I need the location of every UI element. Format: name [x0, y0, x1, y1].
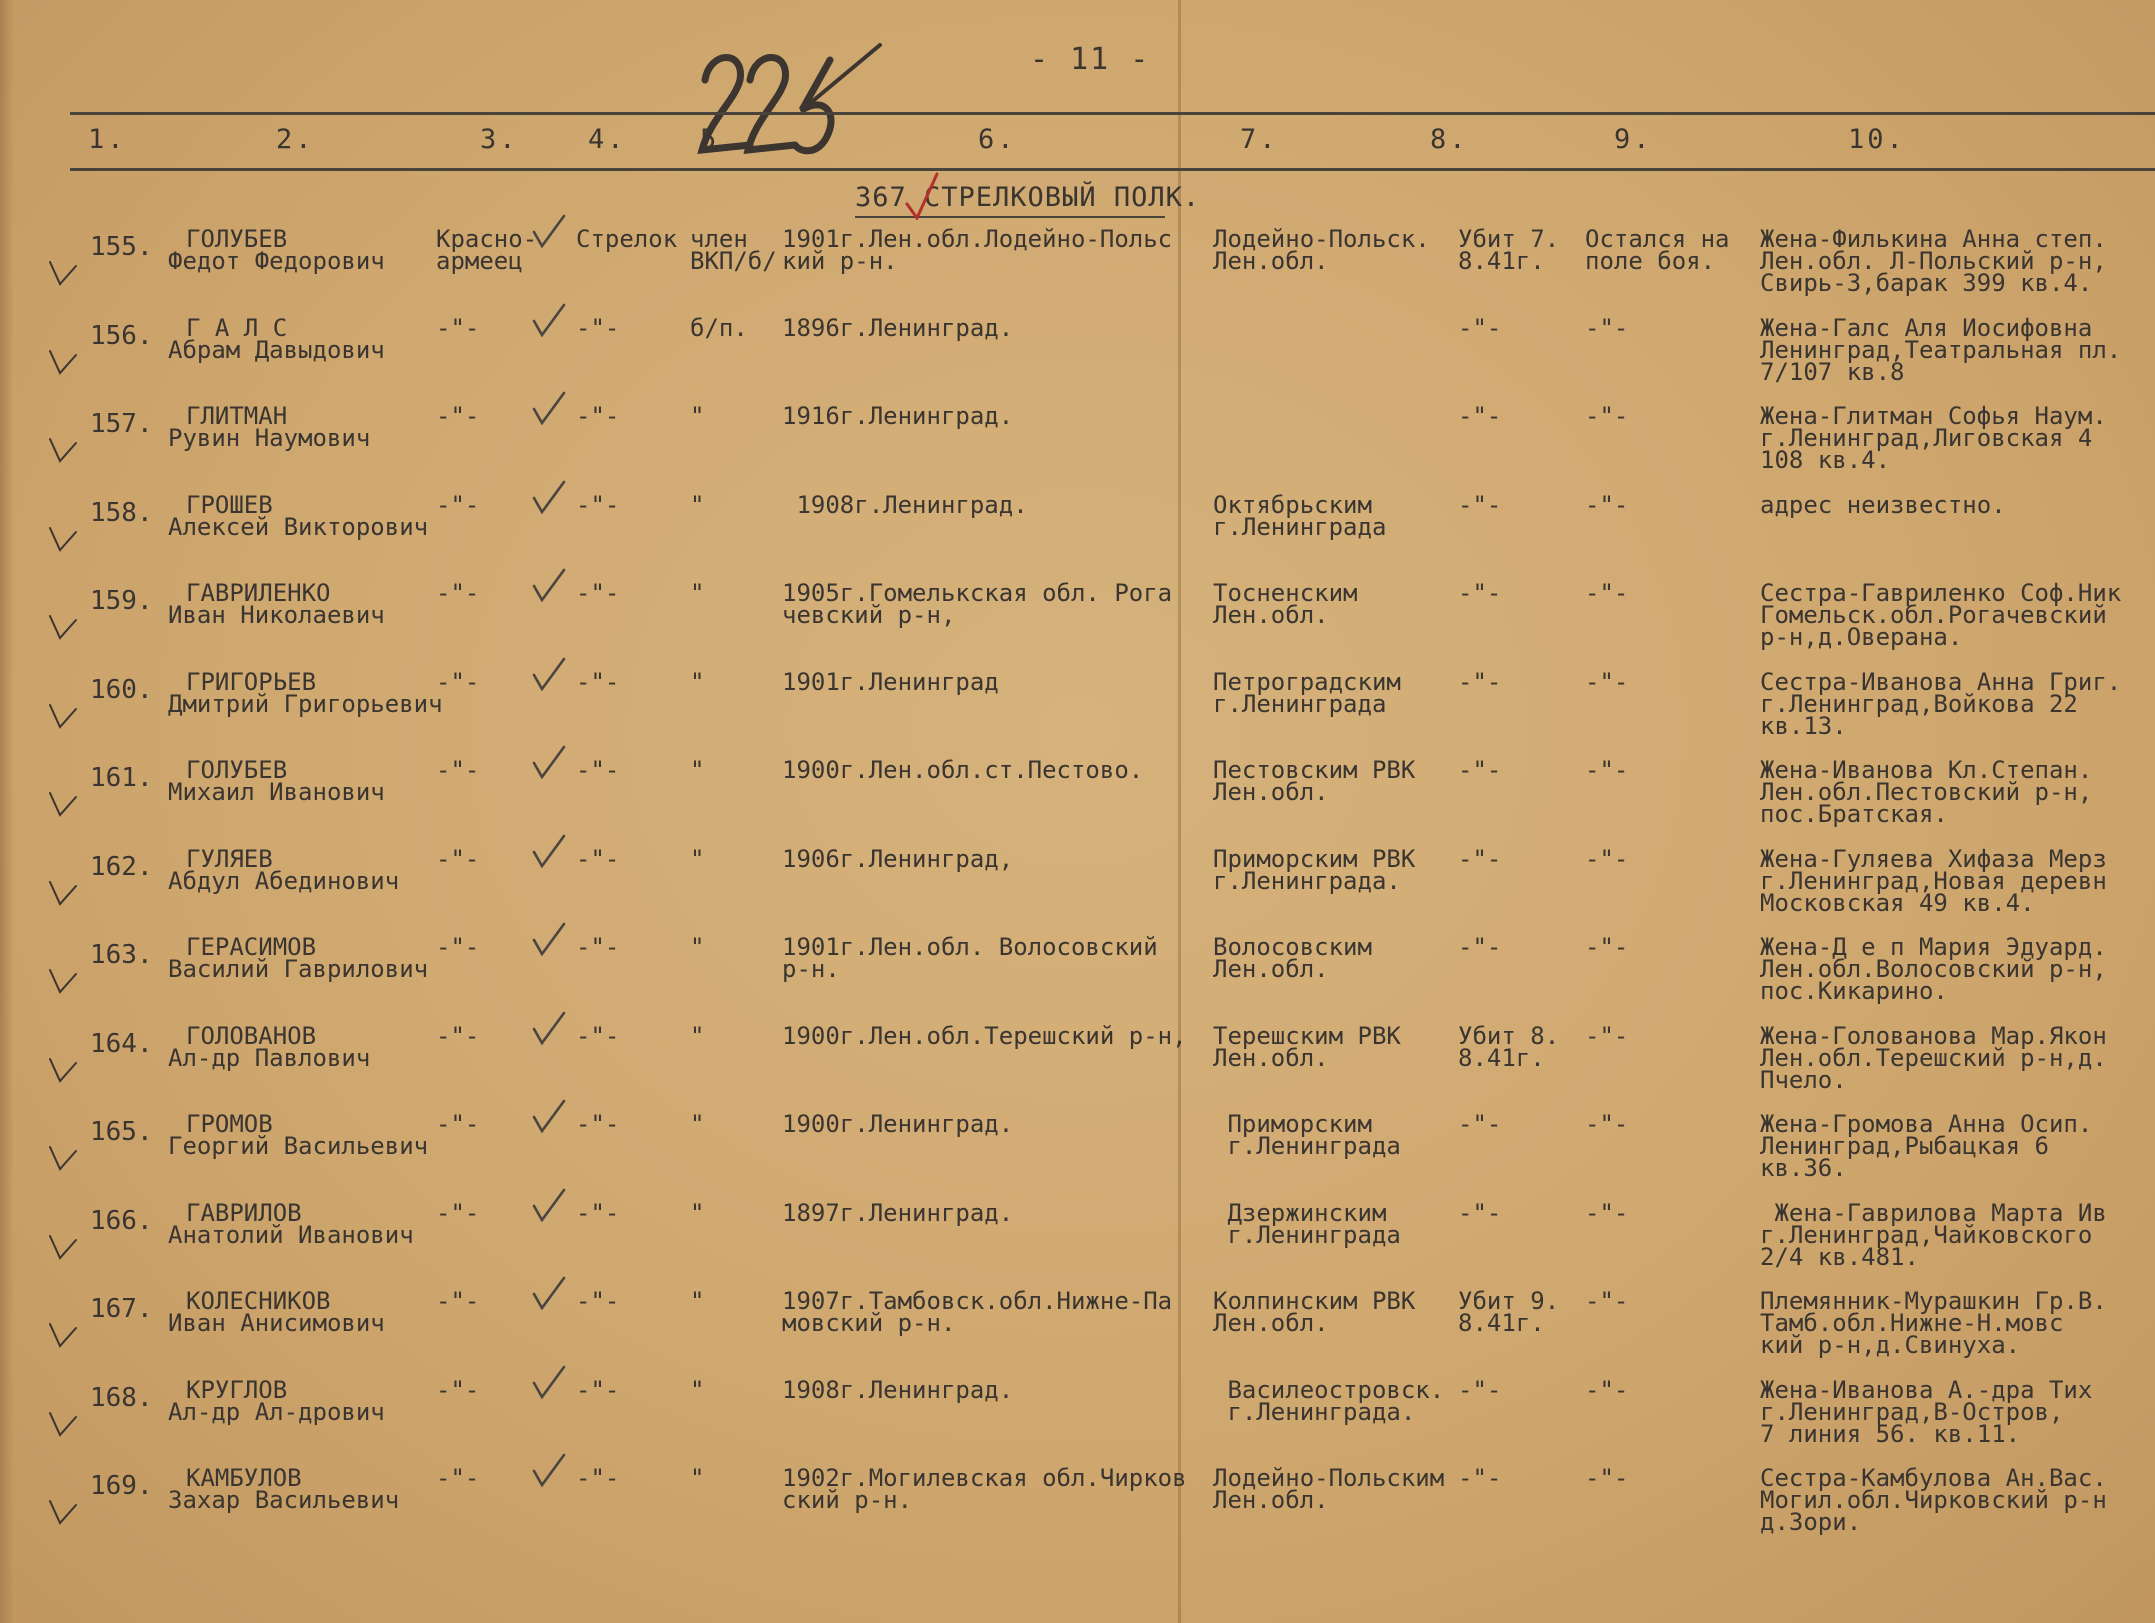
column-header-9: 9. — [1614, 124, 1653, 155]
handwritten-sheet-number — [690, 40, 890, 180]
burial-place: -"- — [1585, 1198, 1629, 1227]
column-header-8: 8. — [1430, 124, 1469, 155]
burial-place: -"- — [1585, 1464, 1629, 1492]
drafted-by: Приморским г.Ленинграда — [1227, 1110, 1401, 1160]
burial-place: -"- — [1585, 402, 1629, 430]
margin-check-mark — [46, 1409, 80, 1439]
party-membership: " — [690, 402, 705, 430]
given-name: Абрам Давыдович — [168, 335, 385, 364]
drafted-by: Волосовским Лен.обл. — [1213, 933, 1372, 983]
military-rank: -"- — [436, 756, 480, 784]
given-name: Федот Федорович — [168, 247, 385, 275]
position: -"- — [576, 933, 620, 961]
position: -"- — [576, 756, 620, 784]
military-rank: -"- — [436, 844, 480, 873]
position: -"- — [576, 1464, 620, 1492]
position: Стрелок — [576, 225, 678, 253]
military-rank: -"- — [436, 667, 480, 696]
military-rank: -"- — [436, 402, 480, 430]
position: -"- — [576, 1375, 620, 1404]
relatives-address: Жена-Иванова Кл.Степан. Лен.обл.Пестовский р-н, пос.Братская. — [1760, 756, 2093, 828]
margin-check-mark — [46, 435, 80, 465]
record-number: 169. — [90, 1471, 153, 1501]
burial-place: -"- — [1585, 1021, 1629, 1050]
position: -"- — [576, 490, 620, 519]
surname: ГУЛЯЕВ — [186, 844, 273, 873]
burial-place: -"- — [1585, 667, 1629, 696]
check-mark — [530, 1188, 566, 1224]
drafted-by: Пестовским РВК Лен.обл. — [1213, 756, 1416, 806]
margin-check-mark — [46, 1143, 80, 1173]
relatives-address: Племянник-Мурашкин Гр.В. Тамб.обл.Нижне-Н.мовс кий р-н,д.Свинуха. — [1760, 1287, 2107, 1359]
party-membership: " — [690, 1198, 705, 1227]
birth-year-and-place: 1905г.Гомелькская обл. Рога чевский р-н, — [782, 579, 1173, 629]
person-name — [168, 933, 429, 983]
position: -"- — [576, 1021, 620, 1050]
person-name — [168, 1464, 400, 1514]
record-number: 163. — [90, 940, 153, 970]
fate: Убит 9. 8.41г. — [1458, 1287, 1560, 1337]
margin-check-mark — [46, 524, 80, 554]
check-mark — [530, 1099, 566, 1135]
birth-year-and-place: 1901г.Лен.обл.Лодейно-Польс кий р-н. — [782, 225, 1173, 275]
margin-check-mark — [46, 789, 80, 819]
given-name: Иван Анисимович — [168, 1309, 385, 1337]
given-name: Абдул Абединович — [168, 866, 400, 895]
surname: ГЛИТМАН — [186, 402, 288, 430]
person-name — [168, 844, 400, 895]
party-membership: " — [690, 1021, 705, 1050]
relatives-address: Сестра-Иванова Анна Григ. г.Ленинград,Войкова 22 кв.13. — [1760, 667, 2122, 740]
drafted-by: Приморским РВК г.Ленинграда. — [1213, 844, 1416, 895]
birth-year-and-place: 1901г.Ленинград — [782, 667, 999, 696]
military-rank: Красно- армеец — [436, 225, 538, 275]
party-membership: член ВКП/б/ — [690, 225, 777, 275]
fate: Убит 8. 8.41г. — [1458, 1021, 1560, 1072]
check-mark — [530, 1276, 566, 1312]
burial-place: -"- — [1585, 933, 1629, 961]
margin-check-mark — [46, 1320, 80, 1350]
fate: Убит 7. 8.41г. — [1458, 225, 1560, 275]
relatives-address: Жена-Голованова Мар.Якон Лен.обл.Терешский р-н,д. Пчело. — [1760, 1021, 2107, 1094]
margin-check-mark — [46, 612, 80, 642]
burial-place: -"- — [1585, 844, 1629, 873]
fate: -"- — [1458, 933, 1502, 961]
position: -"- — [576, 1198, 620, 1227]
given-name: Василий Гаврилович — [168, 955, 429, 983]
party-membership: " — [690, 1375, 705, 1404]
header-top-rule — [70, 112, 2155, 115]
military-rank: -"- — [436, 579, 480, 607]
position: -"- — [576, 1287, 620, 1315]
party-membership: " — [690, 1464, 705, 1492]
given-name: Георгий Васильевич — [168, 1132, 429, 1160]
check-mark — [530, 922, 566, 958]
burial-place: -"- — [1585, 313, 1629, 342]
surname: КОЛЕСНИКОВ — [186, 1287, 331, 1315]
position: -"- — [576, 313, 620, 342]
fate: -"- — [1458, 313, 1502, 342]
fate: -"- — [1458, 667, 1502, 696]
table-row — [0, 1021, 2155, 1113]
surname: ГОЛУБЕВ — [186, 225, 288, 253]
margin-check-mark — [46, 1497, 80, 1527]
red-check-mark — [905, 172, 939, 220]
relatives-address: Жена-Глитман Софья Наум. г.Ленинград,Лиговская 4 108 кв.4. — [1760, 402, 2107, 474]
position: -"- — [576, 402, 620, 430]
check-mark — [530, 391, 566, 427]
column-header-6: 6. — [978, 124, 1017, 155]
record-number: 161. — [90, 763, 153, 793]
surname: ГОЛОВАНОВ — [186, 1021, 317, 1050]
military-rank: -"- — [436, 490, 480, 519]
surname: ГАВРИЛОВ — [186, 1198, 302, 1227]
fate: -"- — [1458, 1464, 1502, 1492]
drafted-by: Василеостровск. г.Ленинграда. — [1227, 1375, 1445, 1426]
birth-year-and-place: 1897г.Ленинград. — [782, 1198, 1014, 1227]
record-number: 157. — [90, 409, 153, 439]
relatives-address: Сестра-Камбулова Ан.Вас. Могил.обл.Чирковский р-н д.Зори. — [1760, 1464, 2107, 1536]
relatives-address: Жена-Гуляева Хифаза Мерз г.Ленинград,Новая деревн Московская 49 кв.4. — [1760, 844, 2107, 917]
record-number: 160. — [90, 674, 153, 705]
military-rank: -"- — [436, 1110, 480, 1138]
table-row — [0, 313, 2155, 405]
surname: ГОЛУБЕВ — [186, 756, 288, 784]
party-membership: б/п. — [690, 313, 748, 342]
fate: -"- — [1458, 490, 1502, 519]
burial-place: -"- — [1585, 1110, 1629, 1138]
record-number: 158. — [90, 497, 153, 528]
margin-check-mark — [46, 347, 80, 377]
table-row — [0, 402, 2155, 493]
check-mark — [530, 1011, 566, 1047]
check-mark — [530, 745, 566, 781]
check-mark — [530, 303, 566, 339]
person-name — [168, 1375, 385, 1426]
birth-year-and-place: 1907г.Тамбовск.обл.Нижне-Па мовский р-н. — [782, 1287, 1173, 1337]
margin-check-mark — [46, 966, 80, 996]
margin-check-mark — [46, 701, 80, 731]
header-bottom-rule — [70, 168, 2155, 171]
person-name — [168, 579, 385, 629]
given-name: Иван Николаевич — [168, 601, 385, 629]
table-row — [0, 1198, 2155, 1290]
fate: -"- — [1458, 1110, 1502, 1138]
burial-place: -"- — [1585, 490, 1629, 519]
birth-year-and-place: 1916г.Ленинград. — [782, 402, 1014, 430]
relatives-address: адрес неизвестно. — [1760, 490, 2006, 519]
margin-check-mark — [46, 1055, 80, 1085]
check-mark — [530, 1365, 566, 1401]
position: -"- — [576, 1110, 620, 1138]
given-name: Анатолий Иванович — [168, 1220, 414, 1249]
burial-place: -"- — [1585, 579, 1629, 607]
record-number: 156. — [90, 320, 153, 351]
surname: ГЕРАСИМОВ — [186, 933, 317, 961]
given-name: Михаил Иванович — [168, 778, 385, 806]
party-membership: " — [690, 756, 705, 784]
birth-year-and-place: 1900г.Ленинград. — [782, 1110, 1014, 1138]
party-membership: " — [690, 579, 705, 607]
given-name: Рувин Наумович — [168, 424, 371, 452]
table-row — [0, 1110, 2155, 1201]
person-name — [168, 490, 429, 541]
table-row — [0, 844, 2155, 936]
fate: -"- — [1458, 1375, 1502, 1404]
person-name — [168, 313, 385, 364]
surname: ГРОШЕВ — [186, 490, 273, 519]
check-mark — [530, 480, 566, 516]
record-number: 155. — [90, 232, 153, 262]
relatives-address: Жена-Д е п Мария Эдуард. Лен.обл.Волосовский р-н, пос.Кикарино. — [1760, 933, 2107, 1005]
person-name — [168, 756, 385, 806]
relatives-address: Жена-Филькина Анна степ. Лен.обл. Л-Польский р-н, Свирь-3,барак 399 кв.4. — [1760, 225, 2107, 297]
table-row — [0, 579, 2155, 670]
relatives-address: Жена-Громова Анна Осип. Ленинград,Рыбацкая 6 кв.36. — [1760, 1110, 2093, 1182]
drafted-by: Петроградским г.Ленинграда — [1213, 667, 1401, 718]
person-name — [168, 667, 443, 718]
table-row — [0, 1464, 2155, 1555]
surname: ГРИГОРЬЕВ — [186, 667, 317, 696]
given-name: Дмитрий Григорьевич — [168, 689, 443, 718]
surname: Г А Л С — [186, 313, 288, 342]
drafted-by: Октябрьским г.Ленинграда — [1213, 490, 1387, 541]
person-name — [168, 225, 385, 275]
birth-year-and-place: 1901г.Лен.обл. Волосовский р-н. — [782, 933, 1158, 983]
drafted-by: Лодейно-Польским Лен.обл. — [1213, 1464, 1445, 1514]
fate: -"- — [1458, 402, 1502, 430]
given-name: Ал-др Павлович — [168, 1043, 371, 1072]
unit-heading-underline — [855, 216, 1165, 218]
table-row — [0, 667, 2155, 759]
burial-place: -"- — [1585, 756, 1629, 784]
margin-check-mark — [46, 878, 80, 908]
record-number: 166. — [90, 1205, 153, 1236]
person-name — [168, 1198, 414, 1249]
military-rank: -"- — [436, 1021, 480, 1050]
surname: ГАВРИЛЕНКО — [186, 579, 331, 607]
unit-heading: 367 СТРЕЛКОВЫЙ ПОЛК. — [855, 182, 1201, 213]
check-mark — [530, 834, 566, 870]
page-number: - 11 - — [1030, 42, 1151, 77]
check-mark — [530, 1453, 566, 1489]
given-name: Захар Васильевич — [168, 1486, 400, 1514]
record-number: 164. — [90, 1028, 153, 1059]
birth-year-and-place: 1902г.Могилевская обл.Чирков ский р-н. — [782, 1464, 1187, 1514]
column-header-4: 4. — [588, 124, 627, 155]
person-name — [168, 1110, 429, 1160]
birth-year-and-place: 1900г.Лен.обл.ст.Пестово. — [782, 756, 1144, 784]
fate: -"- — [1458, 1198, 1502, 1227]
relatives-address: Жена-Иванова А.-дра Тих г.Ленинград,В-Остров, 7 линия 56. кв.11. — [1760, 1375, 2093, 1448]
burial-place: Остался на поле боя. — [1585, 225, 1730, 275]
record-number: 168. — [90, 1382, 153, 1413]
surname: КРУГЛОВ — [186, 1375, 288, 1404]
margin-check-mark — [46, 258, 80, 288]
surname: ГРОМОВ — [186, 1110, 273, 1138]
table-row — [0, 933, 2155, 1024]
column-header-7: 7. — [1240, 124, 1279, 155]
military-rank: -"- — [436, 1464, 480, 1492]
drafted-by: Колпинским РВК Лен.обл. — [1213, 1287, 1416, 1337]
column-header-3: 3. — [480, 124, 519, 155]
fate: -"- — [1458, 579, 1502, 607]
column-header-5: 5. — [700, 124, 739, 155]
military-rank: -"- — [436, 1198, 480, 1227]
table-row — [0, 225, 2155, 316]
party-membership: " — [690, 490, 705, 519]
surname: КАМБУЛОВ — [186, 1464, 302, 1492]
birth-year-and-place: 1908г.Ленинград. — [782, 490, 1028, 519]
person-name — [168, 1021, 371, 1072]
birth-year-and-place: 1900г.Лен.обл.Терешский р-н, — [782, 1021, 1187, 1050]
birth-year-and-place: 1896г.Ленинград. — [782, 313, 1014, 342]
table-row — [0, 756, 2155, 847]
relatives-address: Жена-Галс Аля Иосифовна Ленинград,Театральная пл. 7/107 кв.8 — [1760, 313, 2122, 386]
given-name: Ал-др Ал-дрович — [168, 1397, 385, 1426]
check-mark — [530, 568, 566, 604]
party-membership: " — [690, 1287, 705, 1315]
relatives-address: Сестра-Гавриленко Соф.Ник Гомельск.обл.Рогачевский р-н,д.Оверана. — [1760, 579, 2122, 651]
drafted-by: Терешским РВК Лен.обл. — [1213, 1021, 1401, 1072]
party-membership: " — [690, 1110, 705, 1138]
position: -"- — [576, 579, 620, 607]
party-membership: " — [690, 933, 705, 961]
table-row — [0, 1375, 2155, 1467]
column-header-2: 2. — [276, 124, 315, 155]
military-rank: -"- — [436, 1287, 480, 1315]
military-rank: -"- — [436, 313, 480, 342]
check-mark — [530, 214, 566, 250]
relatives-address: Жена-Гаврилова Марта Ив г.Ленинград,Чайковского 2/4 кв.481. — [1760, 1198, 2107, 1271]
position: -"- — [576, 844, 620, 873]
record-number: 162. — [90, 851, 153, 882]
drafted-by: Дзержинским г.Ленинграда — [1227, 1198, 1401, 1249]
birth-year-and-place: 1908г.Ленинград. — [782, 1375, 1014, 1404]
column-header-1: 1. — [88, 124, 127, 155]
record-number: 159. — [90, 586, 153, 616]
fate: -"- — [1458, 756, 1502, 784]
record-number: 165. — [90, 1117, 153, 1147]
check-mark — [530, 657, 566, 693]
position: -"- — [576, 667, 620, 696]
military-rank: -"- — [436, 933, 480, 961]
burial-place: -"- — [1585, 1287, 1629, 1315]
party-membership: " — [690, 844, 705, 873]
fate: -"- — [1458, 844, 1502, 873]
table-row — [0, 1287, 2155, 1378]
record-number: 167. — [90, 1294, 153, 1324]
column-header-10: 10. — [1848, 124, 1906, 155]
burial-place: -"- — [1585, 1375, 1629, 1404]
drafted-by: Тосненским Лен.обл. — [1213, 579, 1358, 629]
person-name — [168, 1287, 385, 1337]
margin-check-mark — [46, 1232, 80, 1262]
party-membership: " — [690, 667, 705, 696]
person-name — [168, 402, 371, 452]
birth-year-and-place: 1906г.Ленинград, — [782, 844, 1014, 873]
military-rank: -"- — [436, 1375, 480, 1404]
drafted-by: Лодейно-Польск. Лен.обл. — [1213, 225, 1430, 275]
given-name: Алексей Викторович — [168, 512, 429, 541]
table-row — [0, 490, 2155, 582]
